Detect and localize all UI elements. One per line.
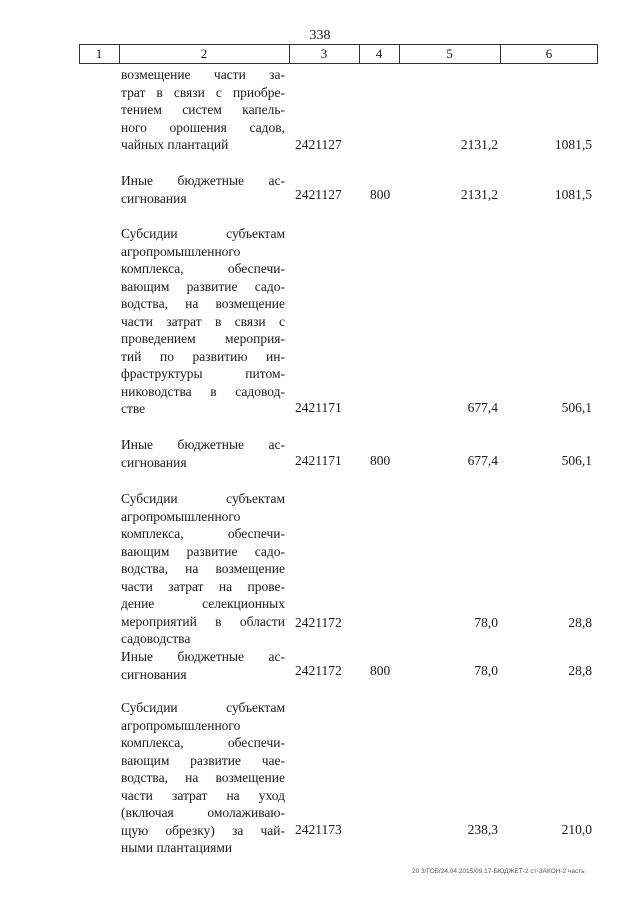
row-name-line: садоводства bbox=[121, 631, 191, 646]
row-name-line: щую обрезку) за чай- bbox=[121, 822, 285, 838]
row-name-line: Иные бюджетные ас- bbox=[121, 437, 285, 452]
row-name-line: части затрат в связи с bbox=[121, 313, 285, 329]
row-name-line: ными плантациями bbox=[121, 840, 233, 855]
row-name-line: Субсидии субъектам bbox=[121, 700, 285, 715]
row-name-line: мероприятий в области bbox=[121, 613, 285, 629]
row-value-col6: 28,8 bbox=[568, 663, 592, 678]
row-value-col6: 1081,5 bbox=[554, 137, 592, 152]
header-col-3: 3 bbox=[320, 46, 328, 61]
row-code: 2421127 bbox=[295, 187, 342, 202]
row-name-line: части затрат на уход bbox=[121, 787, 285, 803]
row-name-line: вающим развитие садо- bbox=[121, 543, 285, 559]
header-col-4: 4 bbox=[375, 46, 383, 61]
header-col-5: 5 bbox=[446, 46, 453, 61]
row-name-line: проведением мероприя- bbox=[121, 331, 285, 346]
row-code: 2421172 bbox=[295, 663, 342, 678]
row-value-col6: 210,0 bbox=[561, 822, 592, 837]
row-name-line: сигнования bbox=[121, 454, 187, 470]
row-name-line: сигнования bbox=[121, 666, 187, 682]
row-value-col5: 78,0 bbox=[474, 615, 498, 630]
row-code: 2421171 bbox=[295, 400, 342, 415]
row-name-line: Субсидии субъектам bbox=[121, 226, 285, 241]
row-name-line: стве bbox=[121, 401, 146, 416]
row-name-line: водства, на возмещение bbox=[121, 561, 285, 576]
row-name bbox=[121, 172, 285, 207]
row-name-line: трат в связи с приобре- bbox=[121, 84, 285, 100]
row-expense-type: 800 bbox=[370, 663, 391, 678]
row-code: 2421127 bbox=[295, 137, 342, 152]
row-value-col5: 78,0 bbox=[474, 663, 498, 678]
row-name-line: возмещение части за- bbox=[121, 67, 285, 82]
row-name-line: комплекса, обеспечи- bbox=[121, 261, 285, 276]
row-value-col6: 506,1 bbox=[561, 453, 592, 468]
row-value-col6: 1081,5 bbox=[554, 187, 592, 202]
row-code: 2421172 bbox=[295, 615, 342, 630]
row-value-col5: 2131,2 bbox=[460, 137, 498, 152]
row-name bbox=[121, 436, 285, 471]
row-name-line: ного орошения садов, bbox=[121, 119, 285, 135]
row-name-line: Иные бюджетные ас- bbox=[121, 173, 285, 188]
row-name-line: вающим развитие садо- bbox=[121, 278, 285, 294]
row-name-line: (включая омолаживаю- bbox=[121, 805, 285, 820]
row-name bbox=[121, 66, 285, 154]
row-name-line: Субсидии субъектам bbox=[121, 491, 285, 506]
header-col-1: 1 bbox=[95, 46, 103, 61]
row-value-col5: 677,4 bbox=[467, 453, 498, 468]
row-value-col5: 2131,2 bbox=[460, 187, 498, 202]
row-name-line: агропромышленного bbox=[121, 508, 241, 524]
row-name-line: комплекса, обеспечи- bbox=[121, 735, 285, 750]
table-header bbox=[79, 44, 598, 64]
row-code: 2421171 bbox=[295, 453, 342, 468]
row-name-line: комплекса, обеспечи- bbox=[121, 526, 285, 541]
row-name-line: вающим развитие чае- bbox=[121, 752, 285, 768]
row-name bbox=[121, 699, 285, 857]
row-code: 2421173 bbox=[295, 822, 342, 837]
header-col-2: 2 bbox=[200, 46, 208, 61]
row-name bbox=[121, 225, 285, 418]
header-divider bbox=[597, 45, 598, 63]
row-value-col5: 238,3 bbox=[467, 822, 498, 837]
document-footer: 20 3/ГОБ/24.04.2015/09.17-БЮДЖЕТ-2 ст-ЗАКОН-2 часть bbox=[412, 868, 585, 875]
page-number: 338 bbox=[309, 28, 331, 43]
row-name-line: агропромышленного bbox=[121, 717, 241, 733]
row-name-line: агропромышленного bbox=[121, 243, 241, 259]
row-name-line: Иные бюджетные ас- bbox=[121, 649, 285, 664]
row-value-col6: 506,1 bbox=[561, 400, 592, 415]
row-value-col6: 28,8 bbox=[568, 615, 592, 630]
header-col-6: 6 bbox=[545, 46, 553, 61]
row-name-line: водства, на возмещение bbox=[121, 296, 285, 311]
row-name-line: сигнования bbox=[121, 190, 187, 206]
row-value-col5: 677,4 bbox=[467, 400, 498, 415]
row-name-line: чайных плантаций bbox=[121, 137, 229, 152]
row-name-line: тий по развитию ин- bbox=[121, 348, 285, 364]
row-name-line: части затрат на прове- bbox=[121, 578, 285, 594]
row-name-line: дение селекционных bbox=[121, 596, 285, 611]
row-expense-type: 800 bbox=[370, 187, 391, 202]
row-expense-type: 800 bbox=[370, 453, 391, 468]
row-name bbox=[121, 490, 285, 648]
row-name-line: тением систем капель- bbox=[121, 102, 285, 117]
row-name bbox=[121, 648, 285, 683]
row-name-line: фраструктуры питом- bbox=[121, 366, 285, 381]
row-name-line: водства, на возмещение bbox=[121, 770, 285, 785]
row-name-line: ниководства в садовод- bbox=[121, 383, 285, 399]
